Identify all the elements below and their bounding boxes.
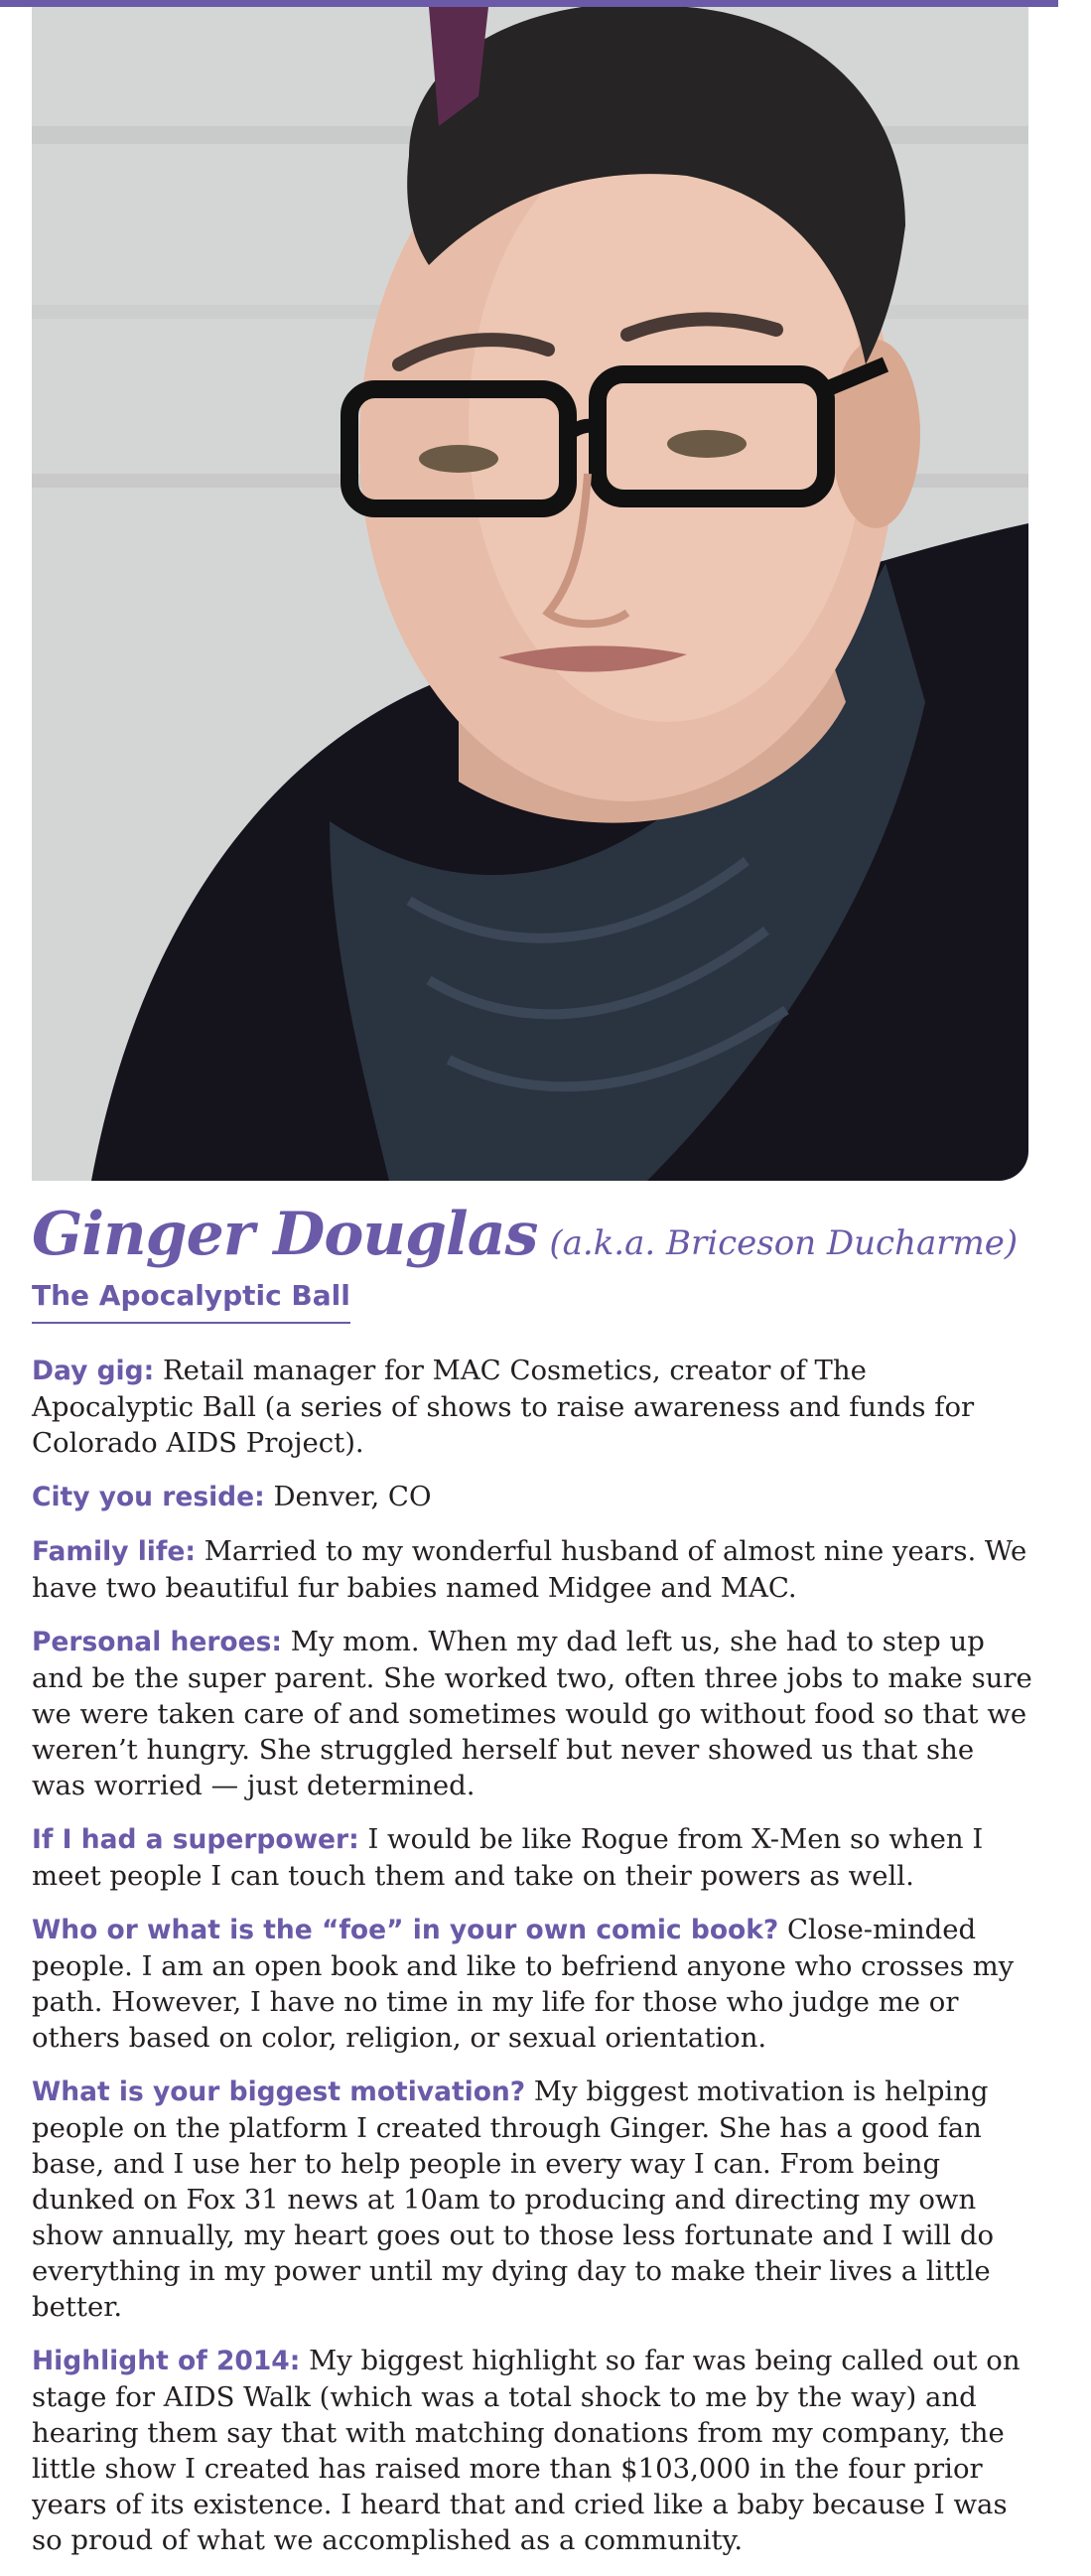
name-heading bbox=[32, 1200, 1028, 1269]
answer-text: Retail manager for MAC Cosmetics, creator of The Apocalyptic Ball (a series of shows to raise awareness and funds for Colorado AIDS Project). bbox=[32, 1355, 975, 1459]
answer-text: Close-minded people. I am an open book and like to befriend anyone who crosses my path. However, I have no time in my life for those who judge me or others based on color, religion, or sexual orientation. bbox=[32, 1914, 1015, 2054]
portrait-photo bbox=[32, 7, 1028, 1181]
answer-text: My biggest motivation is helping people on the platform I created through Ginger. She has a good fan base, and I use her to help people in every way I can. From being dunked on Fox 31 news at 10am to producing and directing my own show annually, my heart goes out to those less fortunate and I will do everything in my power until my dying day to make their lives a little better. bbox=[32, 2075, 995, 2323]
question-label: Day gig: bbox=[32, 1356, 155, 1386]
question-label: What is your biggest motivation? bbox=[32, 2076, 526, 2107]
qa-item-foe bbox=[32, 1912, 1034, 2056]
qa-item-family bbox=[32, 1533, 1034, 1606]
qa-item-superpower bbox=[32, 1821, 1034, 1894]
qa-item-day-gig bbox=[32, 1353, 1034, 1461]
question-label: City you reside: bbox=[32, 1482, 265, 1512]
answer-text: I would be like Rogue from X-Men so when I meet people I can touch them and take on their powers as well. bbox=[32, 1823, 984, 1892]
answer-text: Married to my wonderful husband of almost nine years. We have two beautiful fur babies named Midgee and MAC. bbox=[32, 1535, 1027, 1604]
question-label: Personal heroes: bbox=[32, 1627, 282, 1657]
answer-text: My biggest highlight so far was being called out on stage for AIDS Walk (which was a total shock to me by the way) and hearing them say that with matching donations from my company, the little show I created has raised more than $103,000 in the four prior years of its existence. I heard that and cried like a baby because I was so proud of what we accomplished as a community. bbox=[32, 2345, 1021, 2556]
person-name: Ginger Douglas bbox=[32, 1200, 538, 1269]
question-label: Who or what is the “foe” in your own comic book? bbox=[32, 1915, 779, 1945]
qa-section bbox=[32, 1353, 1034, 2576]
person-aka: (a.k.a. Briceson Ducharme) bbox=[549, 1223, 1019, 1263]
top-accent-rule bbox=[0, 0, 1058, 7]
qa-item-heroes bbox=[32, 1624, 1034, 1803]
question-label: Family life: bbox=[32, 1536, 196, 1567]
answer-text: My mom. When my dad left us, she had to step up and be the super parent. She worked two, often three jobs to make sure we were taken care of and sometimes would go without food so that we weren’t hungry. She struggled herself but never showed us that she was worried — just determined. bbox=[32, 1626, 1032, 1801]
question-label: Highlight of 2014: bbox=[32, 2346, 301, 2376]
show-title: The Apocalyptic Ball bbox=[32, 1279, 350, 1324]
question-label: If I had a superpower: bbox=[32, 1824, 359, 1855]
qa-item-motivation bbox=[32, 2074, 1034, 2325]
qa-item-city bbox=[32, 1479, 1034, 1515]
answer-text: Denver, CO bbox=[273, 1481, 432, 1512]
qa-item-highlight bbox=[32, 2343, 1034, 2558]
